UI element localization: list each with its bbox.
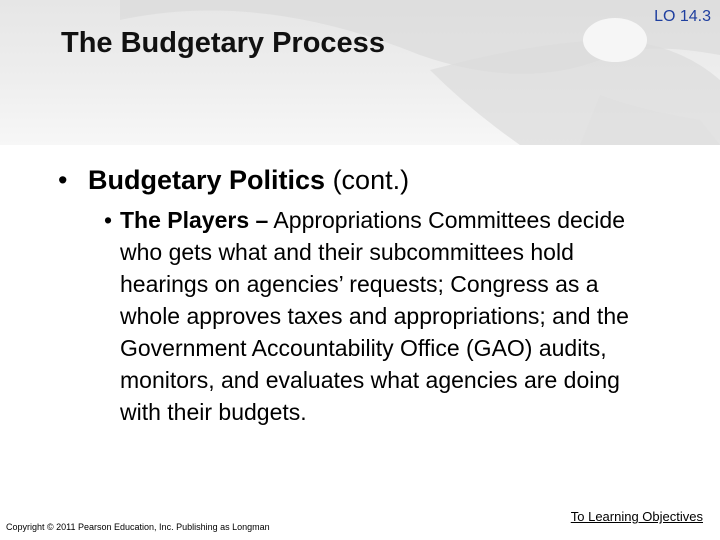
sub-bullet-body-text: Appropriations Committees decide who gets what and their subcommittees hold hearings on agencies’ requests; Congress as a whole approves taxes and appropriations; and the Government Accountability Office (GAO) audits, monitors, and evaluates what agencies are doing with their budgets. — [120, 207, 629, 425]
eagle-background-image — [0, 0, 720, 145]
sub-bullet-item — [104, 204, 660, 428]
copyright-notice: Copyright © 2011 Pearson Education, Inc. Publishing as Longman — [6, 522, 270, 532]
slide-content — [58, 162, 698, 428]
bullet-dot-icon: • — [58, 165, 68, 195]
bullet-heading-bold: Budgetary Politics — [88, 165, 326, 195]
bullet-heading-suffix: (cont.) — [325, 165, 410, 195]
learning-objective-tag: LO 14.3 — [654, 8, 711, 25]
slide-title: The Budgetary Process — [61, 27, 385, 59]
header-banner — [0, 0, 720, 145]
bullet-item — [58, 162, 698, 198]
sub-bullet-dot-icon: • — [104, 207, 113, 233]
learning-objectives-link[interactable]: To Learning Objectives — [570, 509, 703, 524]
sub-bullet-heading-bold: The Players – — [120, 207, 269, 233]
